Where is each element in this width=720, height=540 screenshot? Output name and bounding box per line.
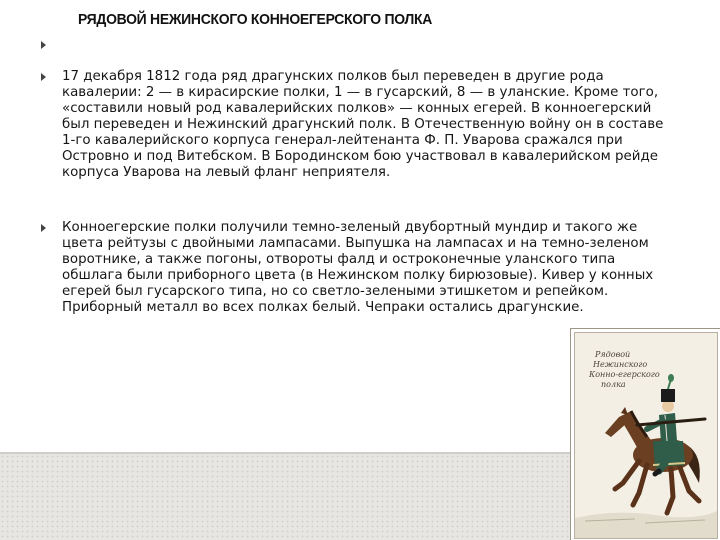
horse-rider-image [575, 333, 717, 538]
caption-line: Рядовой [595, 350, 631, 359]
slide-title: РЯДОВОЙ НЕЖИНСКОГО КОННОЕГЕРСКОГО ПОЛКА [78, 11, 432, 28]
caption-line: Конно-егерского [589, 370, 660, 379]
caption-line: Нежинского [593, 360, 648, 369]
illustration-cavalryman [574, 332, 718, 539]
bullet-arrow-icon [41, 41, 46, 49]
bottom-decorative-band [0, 454, 570, 540]
bullet-arrow-icon [41, 73, 46, 81]
paragraph-history: 17 декабря 1812 года ряд драгунских полков был переведен в другие рода кавалерии: 2 — в кирасирские полки, 1 — в гусарский, 8 — в уланские. Кроме того, «составили новый род кавалерийских полков» — конных егерей. В конноегерский был переведен и Нежинский драгунский полк. В Отечественную войну он в составе 1-го кавалерийского корпуса генерал-лейтенанта Ф. П. Уварова сражался при Островно и под Витебском. В Бородинском бою участвовал в кавалерийском рейде корпуса Уварова на левый фланг неприятеля. [62, 69, 664, 180]
caption-line: полка [601, 380, 626, 389]
bullet-arrow-icon [41, 224, 46, 232]
paragraph-uniform: Конноегерские полки получили темно-зеленый двубортный мундир и такого же цвета рейтузы с двойными лампасами. Выпушка на лампасах и на темно-зеленом воротнике, а также погоны, отвороты фалд и остроконечные уланского типа обшлага были приборного цвета (в Нежинском полку бирюзовые). Кивер у конных егерей был гусарского типа, но со светло-зелеными этишкетом и репейком. Приборный металл во всех полках белый. Чепраки остались драгунские. [62, 220, 654, 315]
